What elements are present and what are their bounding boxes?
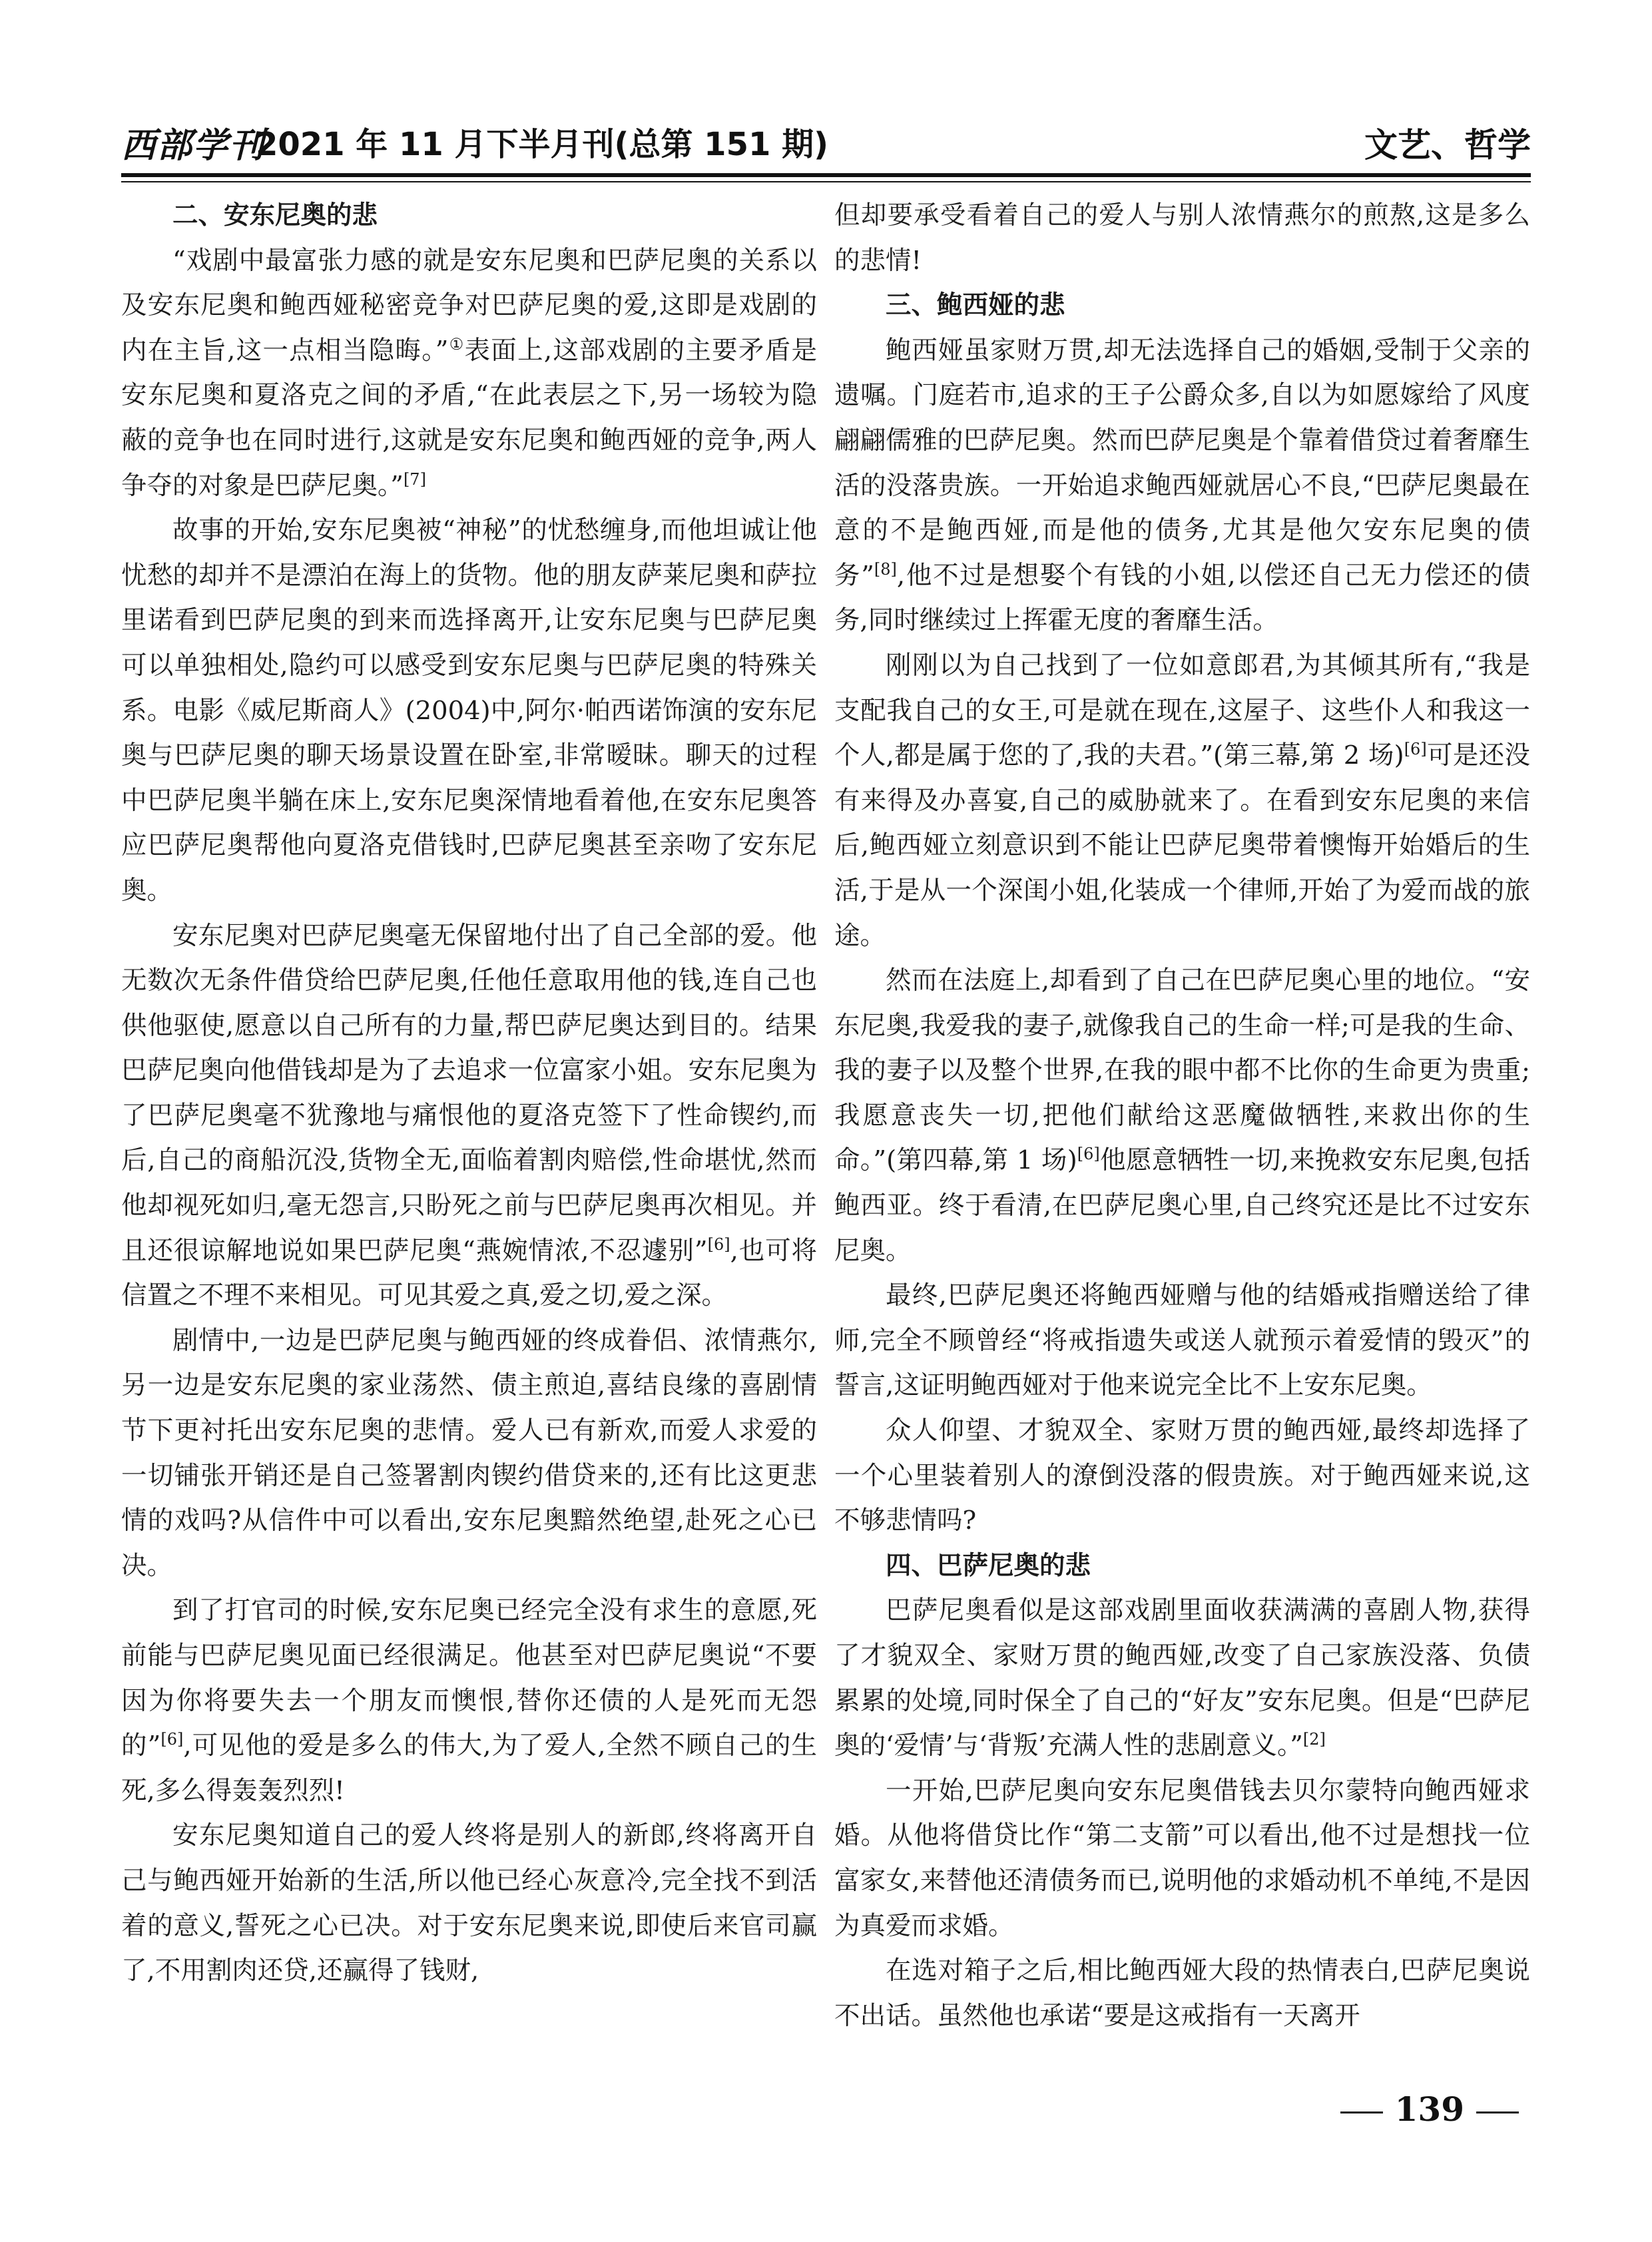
- footnote-marker: ①: [448, 334, 465, 354]
- citation-ref: [6]: [1077, 1145, 1100, 1164]
- page-header: [121, 112, 1531, 165]
- paragraph: 一开始,巴萨尼奥向安东尼奥借钱去贝尔蒙特向鲍西娅求婚。从他将借贷比作“第二支箭”可以看出,他不过是想找一位富家女,来替他还清债务而已,说明他的求婚动机不单纯,不是因为真爱而求婚。: [834, 1775, 1530, 1941]
- section-heading: 二、安东尼奥的悲: [172, 200, 378, 230]
- page-number: 139: [1328, 2090, 1531, 2129]
- citation-ref: [6]: [160, 1730, 184, 1749]
- paragraph-continued: 但却要承受看着自己的爱人与别人浓情燕尔的煎熬,这是多么的悲情!: [834, 200, 1530, 276]
- paragraph: 最终,巴萨尼奥还将鲍西娅赠与他的结婚戒指赠送给了律师,完全不顾曾经“将戒指遗失或送人就预示着爱情的毁灭”的誓言,这证明鲍西娅对于他来说完全比不上安东尼奥。: [834, 1280, 1530, 1401]
- section-label: 文艺、哲学: [1364, 126, 1531, 164]
- paragraph: 然而在法庭上,却看到了自己在巴萨尼奥心里的地位。“安东尼奥,我爱我的妻子,就像我自己的生命一样;可是我的生命、我的妻子以及整个世界,在我的眼中都不比你的生命更为贵重;我愿意丧失一切,把他们献给这恶魔做牺牲,来救出你的生命。”(第四幕,第 1 场)[6]他愿意牺牲一切,来挽救安东尼奥,包括鲍西亚。终于看清,在巴萨尼奥心里,自己终究还是比不过安东尼奥。: [834, 966, 1530, 1266]
- paragraph: “戏剧中最富张力感的就是安东尼奥和巴萨尼奥的关系以及安东尼奥和鲍西娅秘密竞争对巴萨尼奥的爱,这即是戏剧的内在主旨,这一点相当隐晦。”①表面上,这部戏剧的主要矛盾是安东尼奥和夏洛克之间的矛盾,“在此表层之下,另一场较为隐蔽的竞争也在同时进行,这就是安东尼奥和鲍西娅的竞争,两人争夺的对象是巴萨尼奥。”[7]: [121, 245, 817, 501]
- citation-ref: [6]: [1404, 740, 1427, 759]
- section-heading: 三、鲍西娅的悲: [886, 290, 1065, 321]
- header-rule-thin: [121, 181, 1531, 182]
- journal-logo: 西部学刊: [121, 125, 266, 166]
- left-column: [121, 193, 817, 2044]
- paragraph: 刚刚以为自己找到了一位如意郎君,为其倾其所有,“我是支配我自己的女王,可是就在现在,这屋子、这些仆人和我这一个人,都是属于您的了,我的夫君。”(第三幕,第 2 场)[6]可是还没有来得及办喜宴,自己的威胁就来了。在看到安东尼奥的来信后,鲍西娅立刻意识到不能让巴萨尼奥带着懊悔开始婚后的生活,于是从一个深闺小姐,化装成一个律师,开始了为爱而战的旅途。: [834, 650, 1530, 951]
- paragraph: 安东尼奥对巴萨尼奥毫无保留地付出了自己全部的爱。他无数次无条件借贷给巴萨尼奥,任他任意取用他的钱,连自己也供他驱使,愿意以自己所有的力量,帮巴萨尼奥达到目的。结果巴萨尼奥向他借钱却是为了去追求一位富家小姐。安东尼奥为了巴萨尼奥毫不犹豫地与痛恨他的夏洛克签下了性命锲约,而后,自己的商船沉没,货物全无,面临着割肉赔偿,性命堪忧,然而他却视死如归,毫无怨言,只盼死之前与巴萨尼奥再次相见。并且还很谅解地说如果巴萨尼奥“燕婉情浓,不忍遽别”[6],也可将信置之不理不来相见。可见其爱之真,爱之切,爱之深。: [121, 920, 817, 1311]
- paragraph: 到了打官司的时候,安东尼奥已经完全没有求生的意愿,死前能与巴萨尼奥见面已经很满足。他甚至对巴萨尼奥说“不要因为你将要失去一个朋友而懊恨,替你还债的人是死而无怨的”[6],可见他的爱是多么的伟大,为了爱人,全然不顾自己的生死,多么得轰轰烈烈!: [121, 1595, 817, 1806]
- citation-ref: [7]: [403, 469, 426, 489]
- paragraph: 在选对箱子之后,相比鲍西娅大段的热情表白,巴萨尼奥说不出话。虽然他也承诺“要是这戒指有一天离开: [834, 1956, 1530, 2031]
- citation-ref: [6]: [707, 1235, 730, 1254]
- paragraph: 安东尼奥知道自己的爱人终将是别人的新郎,终将离开自己与鲍西娅开始新的生活,所以他已经心灰意冷,完全找不到活着的意义,誓死之心已决。对于安东尼奥来说,即使后来官司赢了,不用割肉还贷,还赢得了钱财,: [121, 1821, 817, 1986]
- page-number-dash: [1476, 2111, 1519, 2113]
- paragraph: 剧情中,一边是巴萨尼奥与鲍西娅的终成眷侣、浓情燕尔,另一边是安东尼奥的家业荡然、债主煎迫,喜结良缘的喜剧情节下更衬托出安东尼奥的悲情。爱人已有新欢,而爱人求爱的一切铺张开销还是自己签署割肉锲约借贷来的,还有比这更悲情的戏吗?从信件中可以看出,安东尼奥黯然绝望,赴死之心已决。: [121, 1325, 817, 1581]
- paragraph: 巴萨尼奥看似是这部戏剧里面收获满满的喜剧人物,获得了才貌双全、家财万贯的鲍西娅,改变了自己家族没落、负债累累的处境,同时保全了自己的“好友”安东尼奥。但是“巴萨尼奥的‘爱情’与‘背叛’充满人性的悲剧意义。”[2]: [834, 1595, 1530, 1761]
- citation-ref: [8]: [874, 559, 897, 579]
- right-column: [834, 193, 1530, 2044]
- paragraph: 众人仰望、才貌双全、家财万贯的鲍西娅,最终却选择了一个心里装着别人的潦倒没落的假贵族。对于鲍西娅来说,这不够悲情吗?: [834, 1416, 1530, 1536]
- paragraph: 故事的开始,安东尼奥被“神秘”的忧愁缠身,而他坦诚让他忧愁的却并不是漂泊在海上的货物。他的朋友萨莱尼奥和萨拉里诺看到巴萨尼奥的到来而选择离开,让安东尼奥与巴萨尼奥可以单独相处,隐约可以感受到安东尼奥与巴萨尼奥的特殊关系。电影《威尼斯商人》(2004)中,阿尔·帕西诺饰演的安东尼奥与巴萨尼奥的聊天场景设置在卧室,非常暧昧。聊天的过程中巴萨尼奥半躺在床上,安东尼奥深情地看着他,在安东尼奥答应巴萨尼奥帮他向夏洛克借钱时,巴萨尼奥甚至亲吻了安东尼奥。: [121, 515, 817, 906]
- paragraph: 鲍西娅虽家财万贯,却无法选择自己的婚姻,受制于父亲的遗嘱。门庭若市,追求的王子公爵众多,自以为如愿嫁给了风度翩翩儒雅的巴萨尼奥。然而巴萨尼奥是个靠着借贷过着奢靡生活的没落贵族。一开始追求鲍西娅就居心不良,“巴萨尼奥最在意的不是鲍西娅,而是他的债务,尤其是他欠安东尼奥的债务”[8],他不过是想娶个有钱的小姐,以偿还自己无力偿还的债务,同时继续过上挥霍无度的奢靡生活。: [834, 335, 1530, 636]
- citation-ref: [2]: [1302, 1730, 1326, 1749]
- section-heading: 四、巴萨尼奥的悲: [886, 1550, 1091, 1581]
- header-rule-thick: [121, 173, 1531, 177]
- issue-info: 2021 年 11 月下半月刊(总第 151 期): [256, 126, 829, 163]
- page-number-dash: [1340, 2111, 1383, 2113]
